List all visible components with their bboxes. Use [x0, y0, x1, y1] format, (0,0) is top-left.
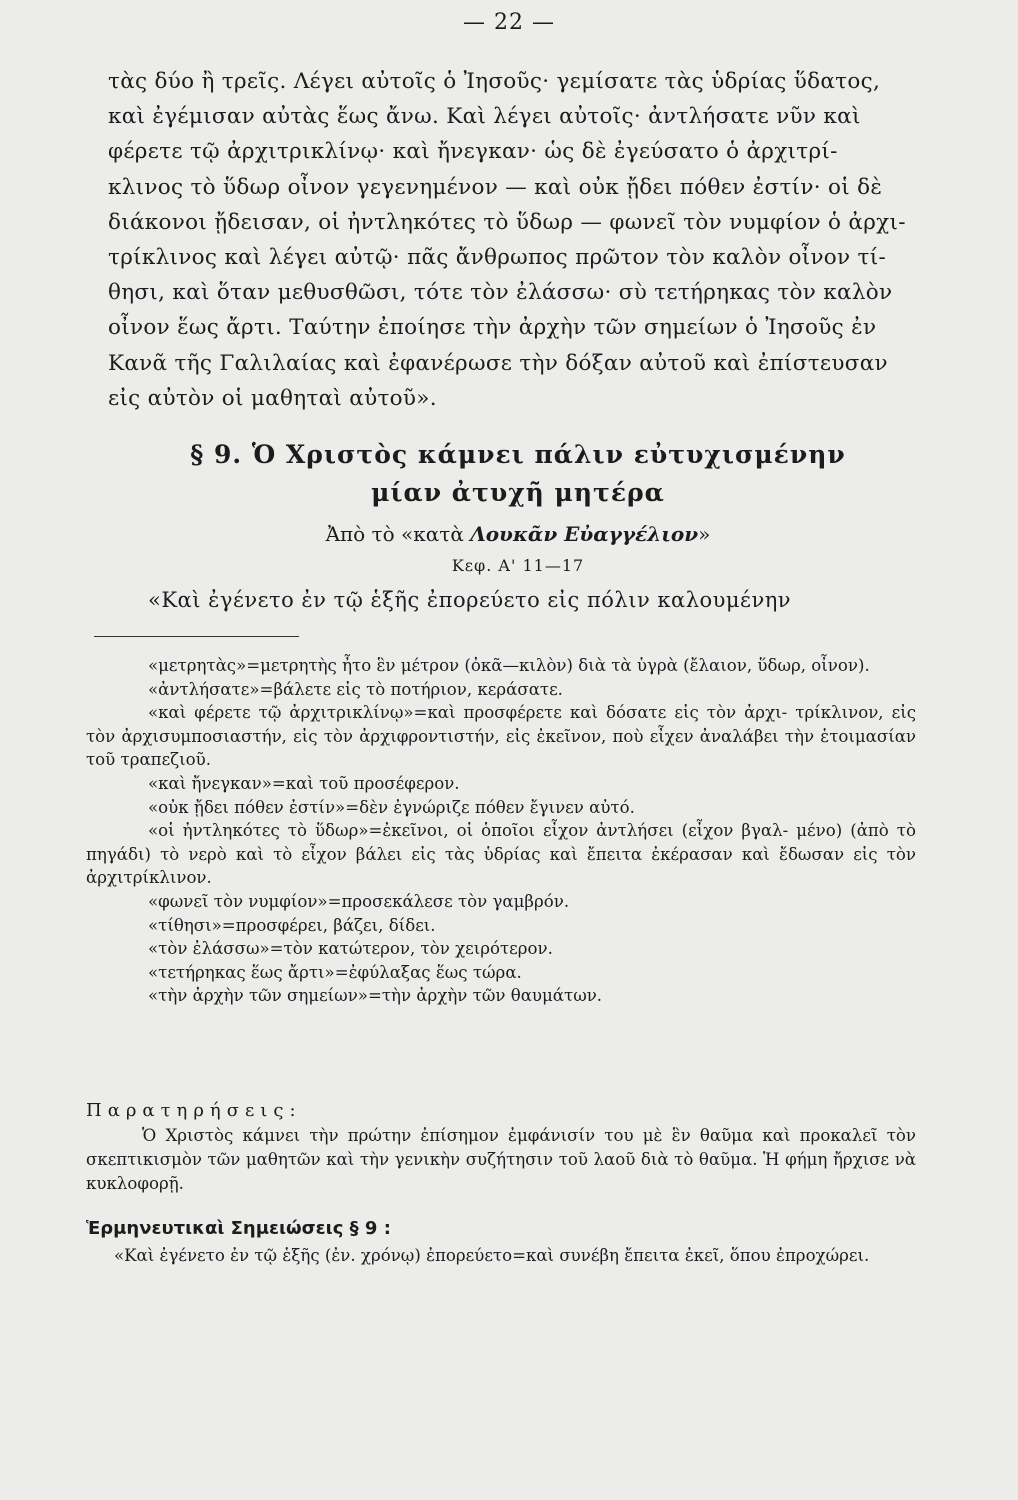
- passage-line: τὰς δύο ἢ τρεῖς. Λέγει αὐτοῖς ὁ Ἰησοῦς· γεμίσατε τὰς ὑδρίας ὕδατος,: [108, 69, 881, 94]
- footnote-first-line: «φωνεῖ τὸν νυμφίον»=προσεκάλεσε τὸν γαμβρόν.: [148, 891, 570, 911]
- footnote-first-line: «οἱ ἠντληκότες τὸ ὕδωρ»=ἐκεῖνοι, οἱ ὁποῖοι εἶχον ἀντλήσει (εἶχον βγαλ-: [148, 821, 789, 841]
- footnote-first-line: «καὶ ἤνεγκαν»=καὶ τοῦ προσέφερον.: [148, 773, 460, 793]
- passage-line: οἶνον ἕως ἄρτι. Ταύτην ἐποίησε τὴν ἀρχὴν τῶν σημείων ὁ Ἰησοῦς ἐν: [108, 315, 877, 341]
- verse-opening: «Καὶ ἐγένετο ἐν τῷ ἑξῆς ἐπορεύετο εἰς πόλιν καλουμένην: [148, 588, 792, 612]
- footnote-item: [86, 701, 916, 772]
- section-title: [108, 436, 928, 512]
- footnote-item: [86, 961, 916, 985]
- footnote-item: [86, 914, 916, 938]
- section-title-line2: μίαν ἀτυχῆ μητέρα: [371, 478, 665, 507]
- passage-line: φέρετε τῷ ἀρχιτρικλίνῳ· καὶ ἤνεγκαν· ὡς δὲ ἐγεύσατο ὁ ἀρχιτρί-: [108, 139, 838, 165]
- footnote-first-line: «τὴν ἀρχὴν τῶν σημείων»=τὴν ἀρχὴν τῶν θαυμάτων.: [148, 986, 603, 1006]
- footnote-item: [86, 678, 916, 702]
- footnote-continuation: μένο) (ἀπὸ τὸ πηγάδι) τὸ νερὸ καὶ τὸ εἶχον βάλει εἰς τὰς ὑδρίας καὶ ἔπειτα ἐκέρασαν καὶ ἔδωσαν εἰς τὸν ἀρχιτρίκλινον.: [86, 821, 916, 888]
- footnote-first-line: «τετήρηκας ἕως ἄρτι»=ἐφύλαξας ἕως τώρα.: [148, 962, 522, 982]
- footnote-item: [86, 654, 916, 678]
- footnote-item: [86, 772, 916, 796]
- passage-line: τρίκλινος καὶ λέγει αὐτῷ· πᾶς ἄνθρωπος πρῶτον τὸν καλὸν οἶνον τί-: [108, 245, 887, 271]
- footnote-divider: [94, 636, 299, 637]
- footnote-item: [86, 796, 916, 820]
- footnote-first-line: «τίθησι»=προσφέρει, βάζει, δίδει.: [148, 915, 436, 935]
- footnotes: [86, 654, 916, 1008]
- footnote-continuation: ὕδωρ, οἶνον).: [757, 656, 870, 675]
- passage-line: εἰς αὐτὸν οἱ μαθηταὶ αὐτοῦ».: [108, 385, 437, 411]
- footnote-item: [86, 984, 916, 1008]
- footnote-first-line: «ἀντλήσατε»=βάλετε εἰς τὸ ποτήριον, κεράσατε.: [148, 679, 563, 699]
- section-title-line1: § 9. Ὁ Χριστὸς κάμνει πάλιν εὐτυχισμένην: [190, 440, 846, 469]
- chapter-reference: Κεφ. Α' 11—17: [451, 556, 585, 575]
- footnote-first-line: «τὸν ἐλάσσω»=τὸν κατώτερον, τὸν χειρότερον.: [148, 939, 553, 959]
- footnote-item: [86, 819, 916, 890]
- gospel-passage: [108, 64, 928, 416]
- source-prefix: Ἀπὸ τὸ «κατὰ: [325, 522, 471, 546]
- passage-line: Κανᾶ τῆς Γαλιλαίας καὶ ἐφανέρωσε τὴν δόξαν αὐτοῦ καὶ ἐπίστευσαν: [108, 350, 888, 376]
- passage-line: κλινος τὸ ὕδωρ οἶνον γεγενημένον — καὶ οὐκ ᾔδει πόθεν ἐστίν· οἱ δὲ: [108, 174, 883, 200]
- footnote-first-line: «οὐκ ᾔδει πόθεν ἐστίν»=δὲν ἐγνώριζε πόθεν ἔγινεν αὐτό.: [148, 797, 635, 817]
- hermeneutic-text: «Καὶ ἐγένετο ἐν τῷ ἑξῆς (ἐν. χρόνῳ) ἐπορεύετο=καὶ συνέβη ἔπειτα ἐκεῖ, ὅπου ἐπροχώρει.: [114, 1246, 870, 1265]
- footnote-first-line: «καὶ φέρετε τῷ ἀρχιτρικλίνῳ»=καὶ προσφέρετε καὶ δόσατε εἰς τὸν ἀρχι-: [148, 703, 788, 723]
- page-number: — 22 —: [463, 10, 555, 35]
- observations-text: Ὁ Χριστὸς κάμνει τὴν πρώτην ἐπίσημον ἐμφάνισίν του μὲ ἓν θαῦμα καὶ προκαλεῖ τὸν σκεπτικισμὸν τῶν μαθητῶν καὶ τὴν γενικὴν συζήτησιν τοῦ λαοῦ διὰ τὸ θαῦμα. Ἡ φήμη ἤρχισε νὰ κυκλοφορῇ.: [86, 1126, 916, 1193]
- passage-line: διάκονοι ᾔδεισαν, οἱ ἠντληκότες τὸ ὕδωρ — φωνεῖ τὸν νυμφίον ὁ ἀρχι-: [108, 209, 906, 235]
- footnote-item: [86, 937, 916, 961]
- observations-heading: Παρατηρήσεις:: [86, 1100, 302, 1121]
- passage-line: θησι, καὶ ὅταν μεθυσθῶσι, τότε τὸν ἐλάσσω· σὺ τετήρηκας τὸν καλὸν: [108, 280, 893, 306]
- hermeneutic-heading: Ἑρμηνευτικαὶ Σημειώσεις § 9 :: [86, 1218, 391, 1239]
- source-suffix: »: [698, 522, 711, 546]
- footnote-continuation: τρίκλινον, εἰς τὸν ἀρχισυμποσιαστήν, εἰς τὸν ἀρχιφροντιστήν, εἰς ἐκεῖνον, ποὺ εἶχεν ἀναλάβει τὴν ἑτοιμασίαν τοῦ τραπεζιοῦ.: [86, 703, 917, 770]
- source-reference: [108, 522, 928, 546]
- footnote-first-line: «μετρητὰς»=μετρητὴς ἦτο ἓν μέτρον (ὀκᾶ—κιλὸν) διὰ τὰ ὑγρὰ (ἔλαιον,: [148, 656, 753, 675]
- passage-line: καὶ ἐγέμισαν αὐτὰς ἕως ἄνω. Καὶ λέγει αὐτοῖς· ἀντλήσατε νῦν καὶ: [108, 104, 861, 130]
- footnote-item: [86, 890, 916, 914]
- source-book: Λουκᾶν Εὐαγγέλιον: [470, 522, 699, 546]
